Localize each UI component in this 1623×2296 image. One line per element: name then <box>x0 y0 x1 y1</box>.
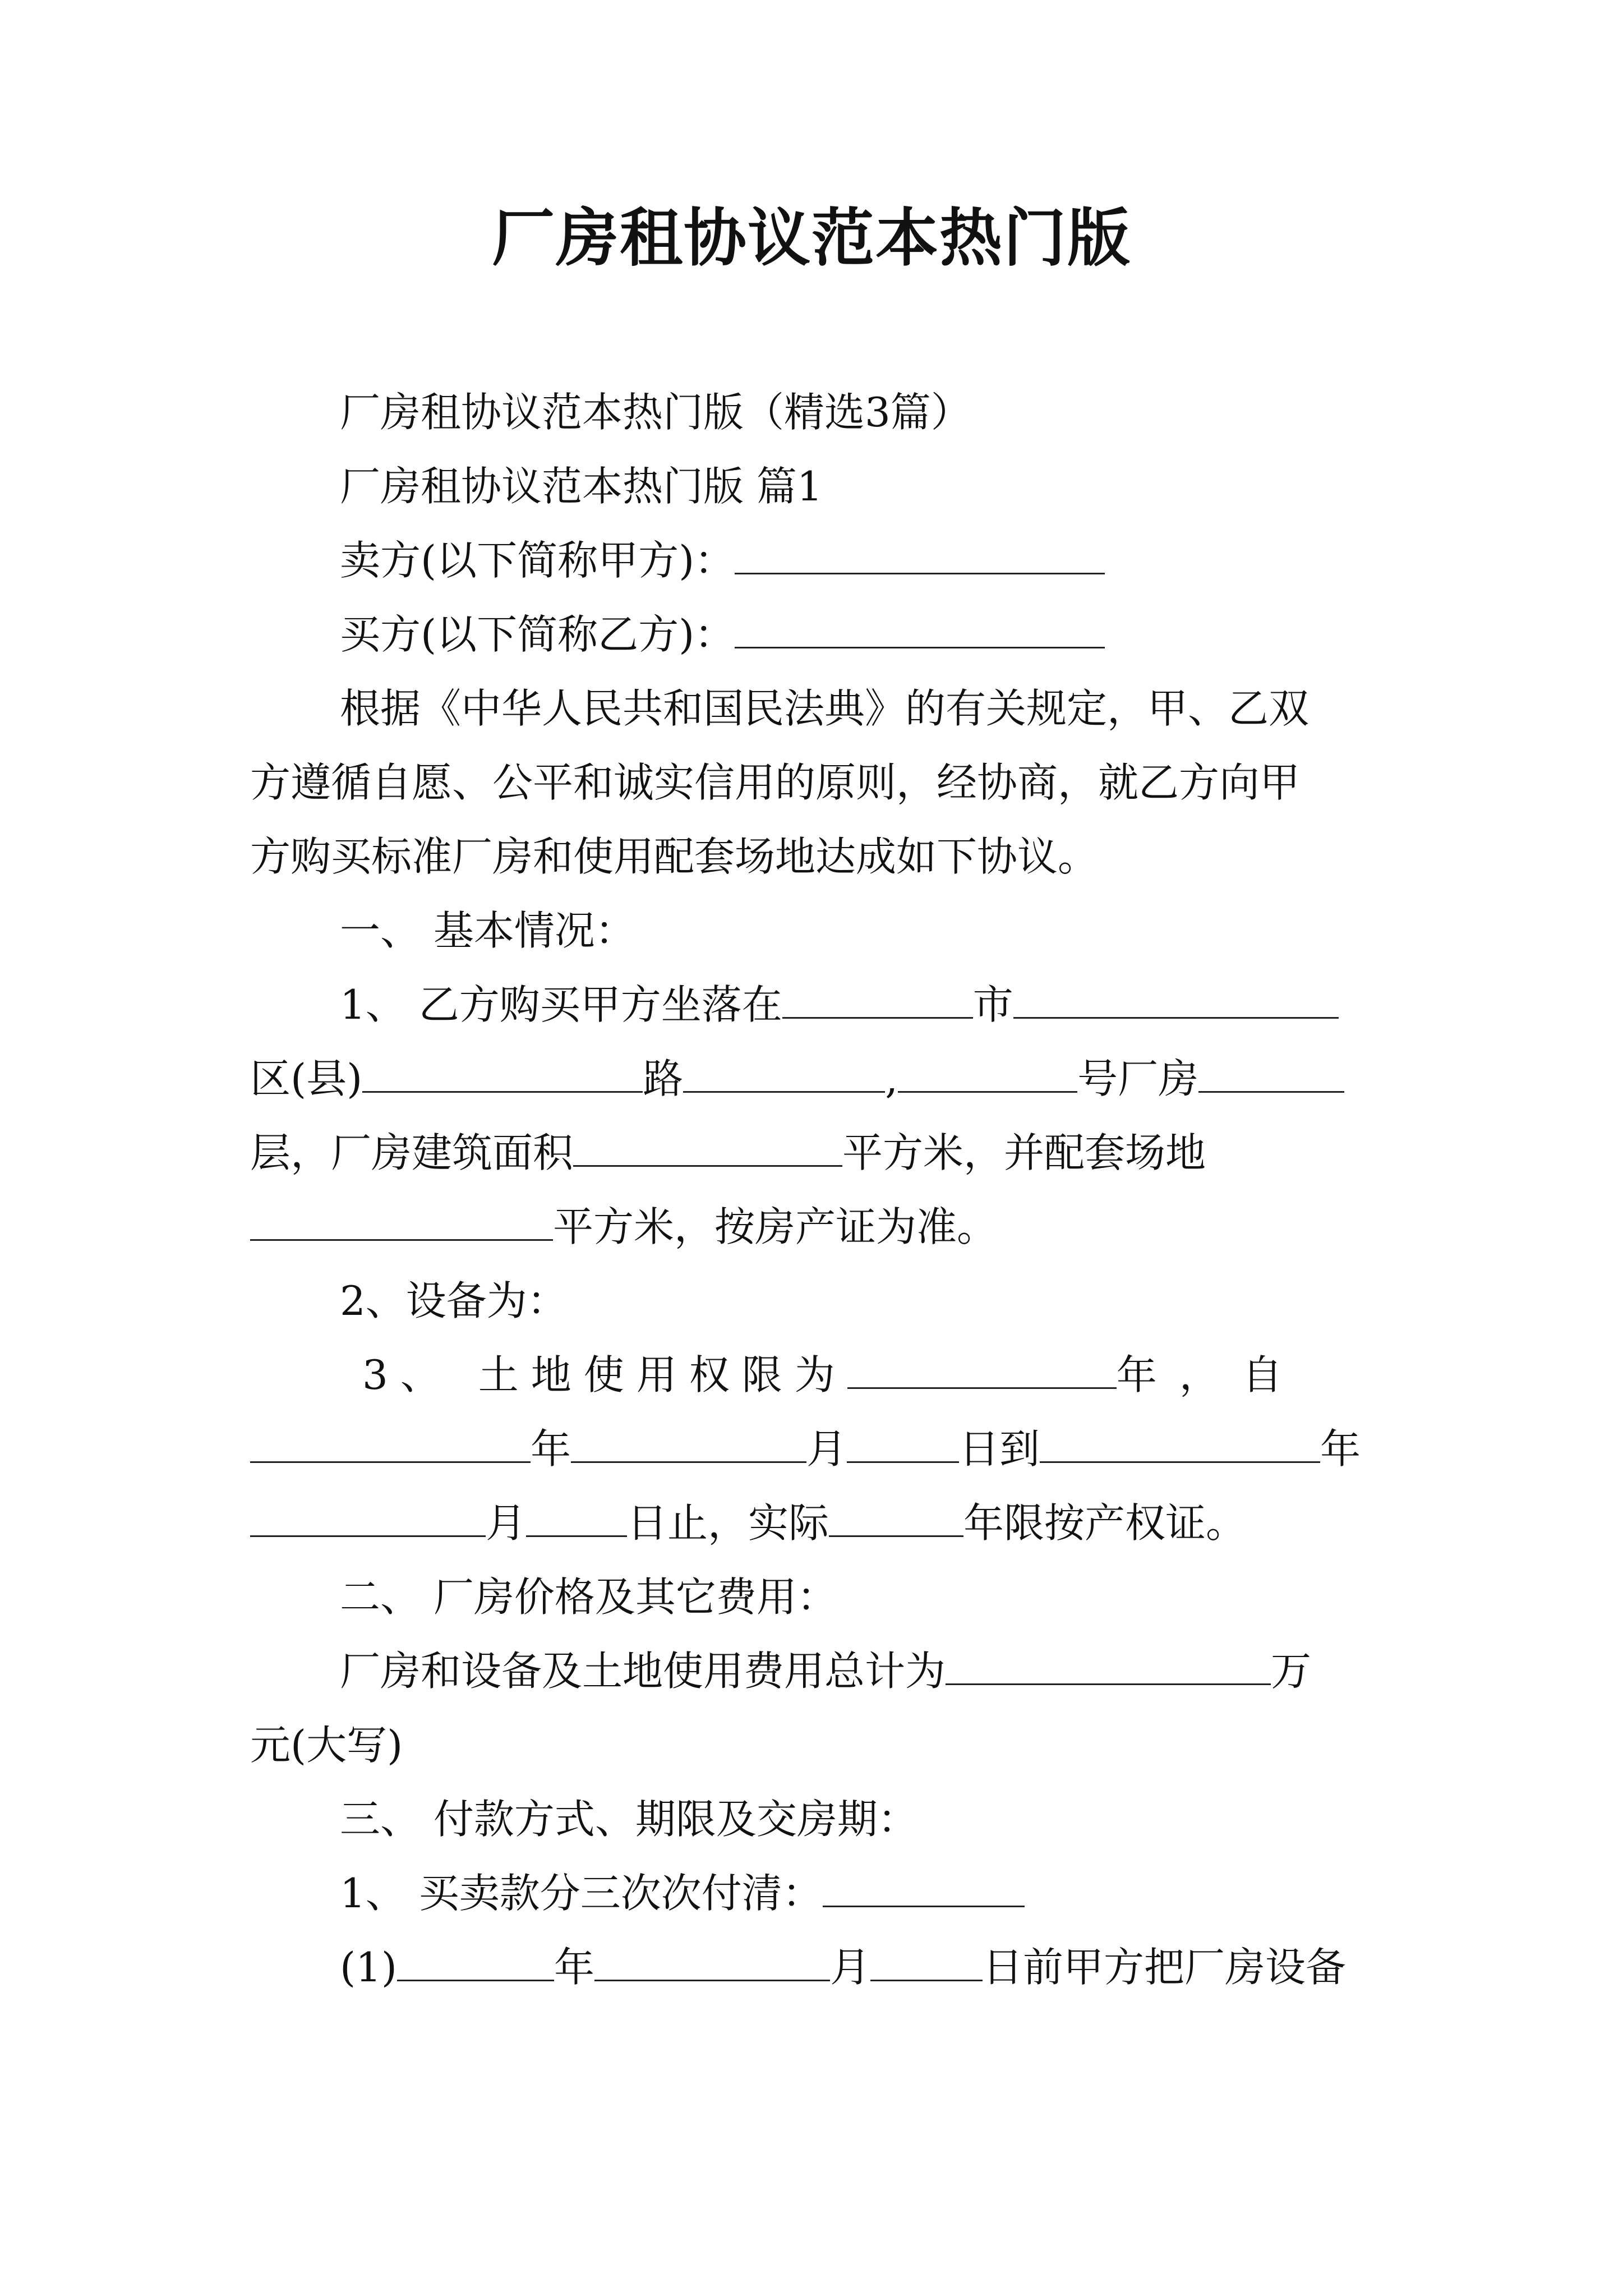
paragraph-line: 方遵循自愿、公平和诚实信用的原则，经协商，就乙方向甲 <box>250 759 1301 806</box>
payment-line <box>250 1862 1383 1924</box>
year-text: 年 <box>1320 1425 1361 1473</box>
payment-blank[interactable] <box>823 1869 1025 1907</box>
section-heading: 一、 基本情况： <box>340 907 635 954</box>
buyer-label: 买方(以下简称乙方)： <box>340 611 735 658</box>
site-area-text: 平方米，按房产证为准。 <box>553 1203 998 1250</box>
paragraph-line: 厂房租协议范本热门版 篇1 <box>340 463 823 510</box>
end-month-blank[interactable] <box>250 1498 486 1537</box>
payment-text: 1、 买卖款分三次次付清： <box>340 1870 823 1917</box>
year-text: 年 <box>531 1425 571 1473</box>
land-use-line <box>250 1344 1383 1406</box>
city-blank[interactable] <box>782 980 973 1019</box>
equipment-line: 2、设备为： <box>340 1277 568 1324</box>
year-text: 年 <box>554 1944 595 1991</box>
building-text: 号厂房 <box>1077 1055 1199 1102</box>
seller-blank[interactable] <box>735 536 1105 574</box>
start-day-blank[interactable] <box>847 1424 959 1463</box>
section-heading: 三、 付款方式、期限及交房期： <box>340 1796 918 1843</box>
end-year-blank[interactable] <box>1040 1424 1320 1463</box>
month-text: 月 <box>830 1944 871 1991</box>
buyer-blank[interactable] <box>735 610 1105 648</box>
seller-label: 卖方(以下简称甲方)： <box>340 537 735 584</box>
road-text: 路 <box>643 1055 684 1102</box>
start-year-blank[interactable] <box>250 1424 531 1463</box>
city-text: 市 <box>972 981 1013 1028</box>
end-day-blank[interactable] <box>526 1498 627 1537</box>
land-years-blank[interactable] <box>847 1350 1117 1389</box>
location-text: 1、 乙方购买甲方坐落在 <box>340 981 782 1028</box>
installment-month-blank[interactable] <box>594 1943 830 1981</box>
paragraph-line: 方购买标准厂房和使用配套场地达成如下协议。 <box>250 833 1099 880</box>
date-end-line <box>250 1492 1383 1554</box>
month-text: 月 <box>486 1499 527 1547</box>
paragraph-line: 元(大写) <box>250 1722 403 1769</box>
road-number-blank[interactable] <box>683 1054 885 1093</box>
address-line <box>250 1048 1383 1110</box>
district-text: 区(县) <box>250 1055 363 1102</box>
location-line <box>250 974 1383 1036</box>
comma-text: , <box>885 1055 898 1102</box>
road-blank[interactable] <box>362 1054 643 1093</box>
section-heading: 二、 厂房价格及其它费用： <box>340 1573 837 1621</box>
actual-text: 日止，实际 <box>627 1499 829 1547</box>
total-price-line <box>250 1640 1383 1702</box>
sqm-site-text: 平方米，并配套场地 <box>842 1129 1206 1176</box>
buyer-line <box>250 604 1383 665</box>
paragraph-line: 厂房租协议范本热门版（精选3篇） <box>340 389 971 436</box>
installment-number: (1) <box>340 1944 397 1991</box>
document-title: 厂房租协议范本热门版 <box>492 201 1131 275</box>
day-to-text: 日到 <box>959 1425 1040 1473</box>
seller-line <box>250 530 1383 591</box>
floor-blank[interactable] <box>1198 1054 1344 1093</box>
date-range-line <box>250 1418 1383 1480</box>
installment-year-blank[interactable] <box>397 1943 554 1981</box>
installment-text: 日前甲方把厂房设备 <box>983 1944 1347 1991</box>
floor-area-text: 层，厂房建筑面积 <box>250 1129 574 1176</box>
site-area-line <box>250 1196 1383 1258</box>
building-number-blank[interactable] <box>898 1054 1077 1093</box>
years-text: 年限按产权证。 <box>963 1499 1247 1547</box>
total-price-text: 厂房和设备及土地使用费用总计为 <box>340 1648 946 1695</box>
year-from-text: 年，自 <box>1116 1351 1305 1398</box>
total-price-blank[interactable] <box>946 1646 1271 1685</box>
wan-text: 万 <box>1271 1648 1312 1695</box>
site-area-blank[interactable] <box>250 1202 553 1241</box>
installment-line <box>250 1936 1383 1998</box>
area-line <box>250 1122 1383 1184</box>
land-use-text: 3、 土地使用权限为 <box>362 1351 847 1398</box>
floor-area-blank[interactable] <box>573 1128 842 1167</box>
paragraph-line: 根据《中华人民共和国民法典》的有关规定，甲、乙双 <box>340 685 1310 732</box>
month-text: 月 <box>806 1425 847 1473</box>
actual-years-blank[interactable] <box>829 1498 963 1537</box>
start-month-blank[interactable] <box>571 1424 806 1463</box>
installment-day-blank[interactable] <box>870 1943 983 1981</box>
district-blank[interactable] <box>1013 980 1339 1019</box>
